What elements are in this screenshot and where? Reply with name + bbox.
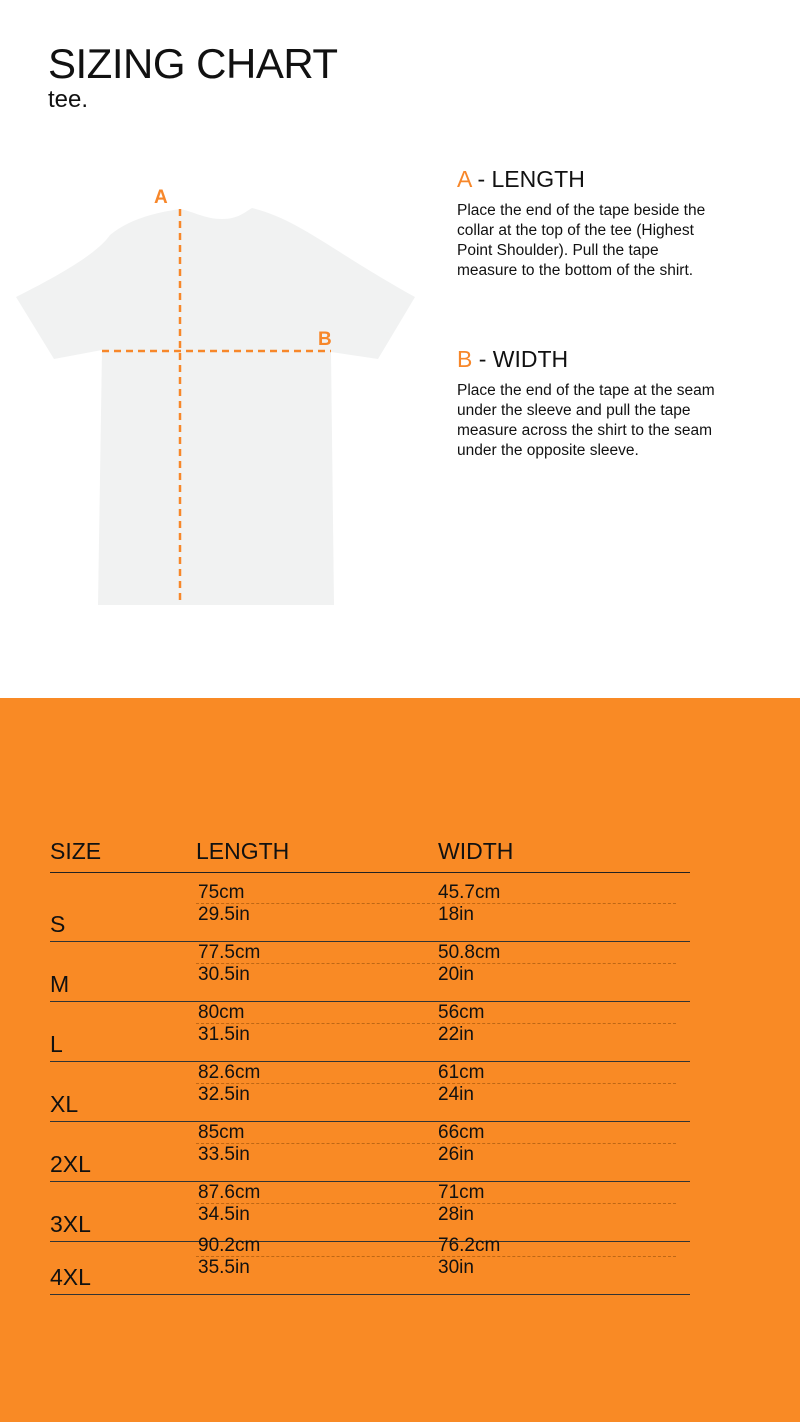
page-subtitle: tee.	[48, 86, 89, 113]
length-cm-cell: 75cm	[198, 882, 245, 903]
length-cm-cell: 80cm	[198, 1002, 245, 1023]
row-divider	[50, 1294, 690, 1296]
width-instructions	[457, 346, 717, 461]
length-in-cell: 34.5in	[198, 1204, 250, 1225]
width-in-cell: 28in	[438, 1204, 474, 1225]
header-size: SIZE	[50, 838, 102, 864]
width-cm-cell: 45.7cm	[438, 882, 501, 903]
size-cell: 3XL	[50, 1211, 91, 1237]
header-length: LENGTH	[196, 838, 290, 864]
length-in-cell: 33.5in	[198, 1144, 250, 1165]
size-cell: 4XL	[50, 1264, 91, 1290]
size-cell: 2XL	[50, 1151, 91, 1177]
table-row	[50, 1182, 690, 1242]
length-in-cell: 35.5in	[198, 1257, 250, 1278]
width-in-cell: 24in	[438, 1084, 474, 1105]
length-heading	[457, 166, 717, 193]
row-guide	[196, 963, 676, 964]
tshirt-shape	[16, 208, 415, 605]
width-letter: B	[457, 346, 473, 372]
length-cm-cell: 82.6cm	[198, 1062, 261, 1083]
width-in-cell: 26in	[438, 1144, 474, 1165]
page-title: SIZING CHART	[48, 40, 338, 87]
label-b: B	[318, 329, 332, 350]
width-cm-cell: 56cm	[438, 1002, 485, 1023]
length-cm-cell: 85cm	[198, 1122, 245, 1143]
length-instructions	[457, 166, 717, 281]
header-width: WIDTH	[438, 838, 514, 864]
table-row	[50, 1235, 690, 1295]
width-cm-cell: 50.8cm	[438, 942, 501, 963]
width-name: - WIDTH	[472, 346, 569, 372]
table-row	[50, 1122, 690, 1182]
width-cm-cell: 61cm	[438, 1062, 485, 1083]
size-cell: L	[50, 1031, 63, 1057]
width-in-cell: 22in	[438, 1024, 474, 1045]
table-row	[50, 1062, 690, 1122]
row-guide	[196, 1203, 676, 1204]
table-row	[50, 1002, 690, 1062]
header-divider	[50, 872, 690, 873]
width-in-cell: 18in	[438, 904, 474, 925]
width-cm-cell: 66cm	[438, 1122, 485, 1143]
length-cm-cell: 77.5cm	[198, 942, 261, 963]
tshirt-diagram	[0, 170, 440, 620]
length-in-cell: 31.5in	[198, 1024, 250, 1045]
row-guide	[196, 903, 676, 904]
length-in-cell: 30.5in	[198, 964, 250, 985]
row-guide	[196, 1143, 676, 1144]
width-heading	[457, 346, 717, 373]
width-cm-cell: 76.2cm	[438, 1235, 501, 1256]
row-guide	[196, 1256, 676, 1257]
row-guide	[196, 1083, 676, 1084]
length-cm-cell: 87.6cm	[198, 1182, 261, 1203]
length-cm-cell: 90.2cm	[198, 1235, 261, 1256]
length-in-cell: 29.5in	[198, 904, 250, 925]
row-guide	[196, 1023, 676, 1024]
size-cell: XL	[50, 1091, 79, 1117]
length-in-cell: 32.5in	[198, 1084, 250, 1105]
label-a: A	[154, 187, 168, 208]
width-in-cell: 20in	[438, 964, 474, 985]
width-in-cell: 30in	[438, 1257, 474, 1278]
width-cm-cell: 71cm	[438, 1182, 485, 1203]
size-cell: S	[50, 911, 66, 937]
width-text: Place the end of the tape at the seam under the sleeve and pull the tape measure across the shirt to the seam under the opposite sleeve.	[457, 382, 715, 459]
table-row	[50, 942, 690, 1002]
length-letter: A	[457, 166, 472, 192]
length-name: - LENGTH	[471, 166, 585, 192]
table-row	[50, 882, 690, 942]
length-text: Place the end of the tape beside the collar at the top of the tee (Highest Point Shoulder). Pull the tape measure to the bottom of the shirt.	[457, 202, 706, 279]
size-cell: M	[50, 971, 70, 997]
